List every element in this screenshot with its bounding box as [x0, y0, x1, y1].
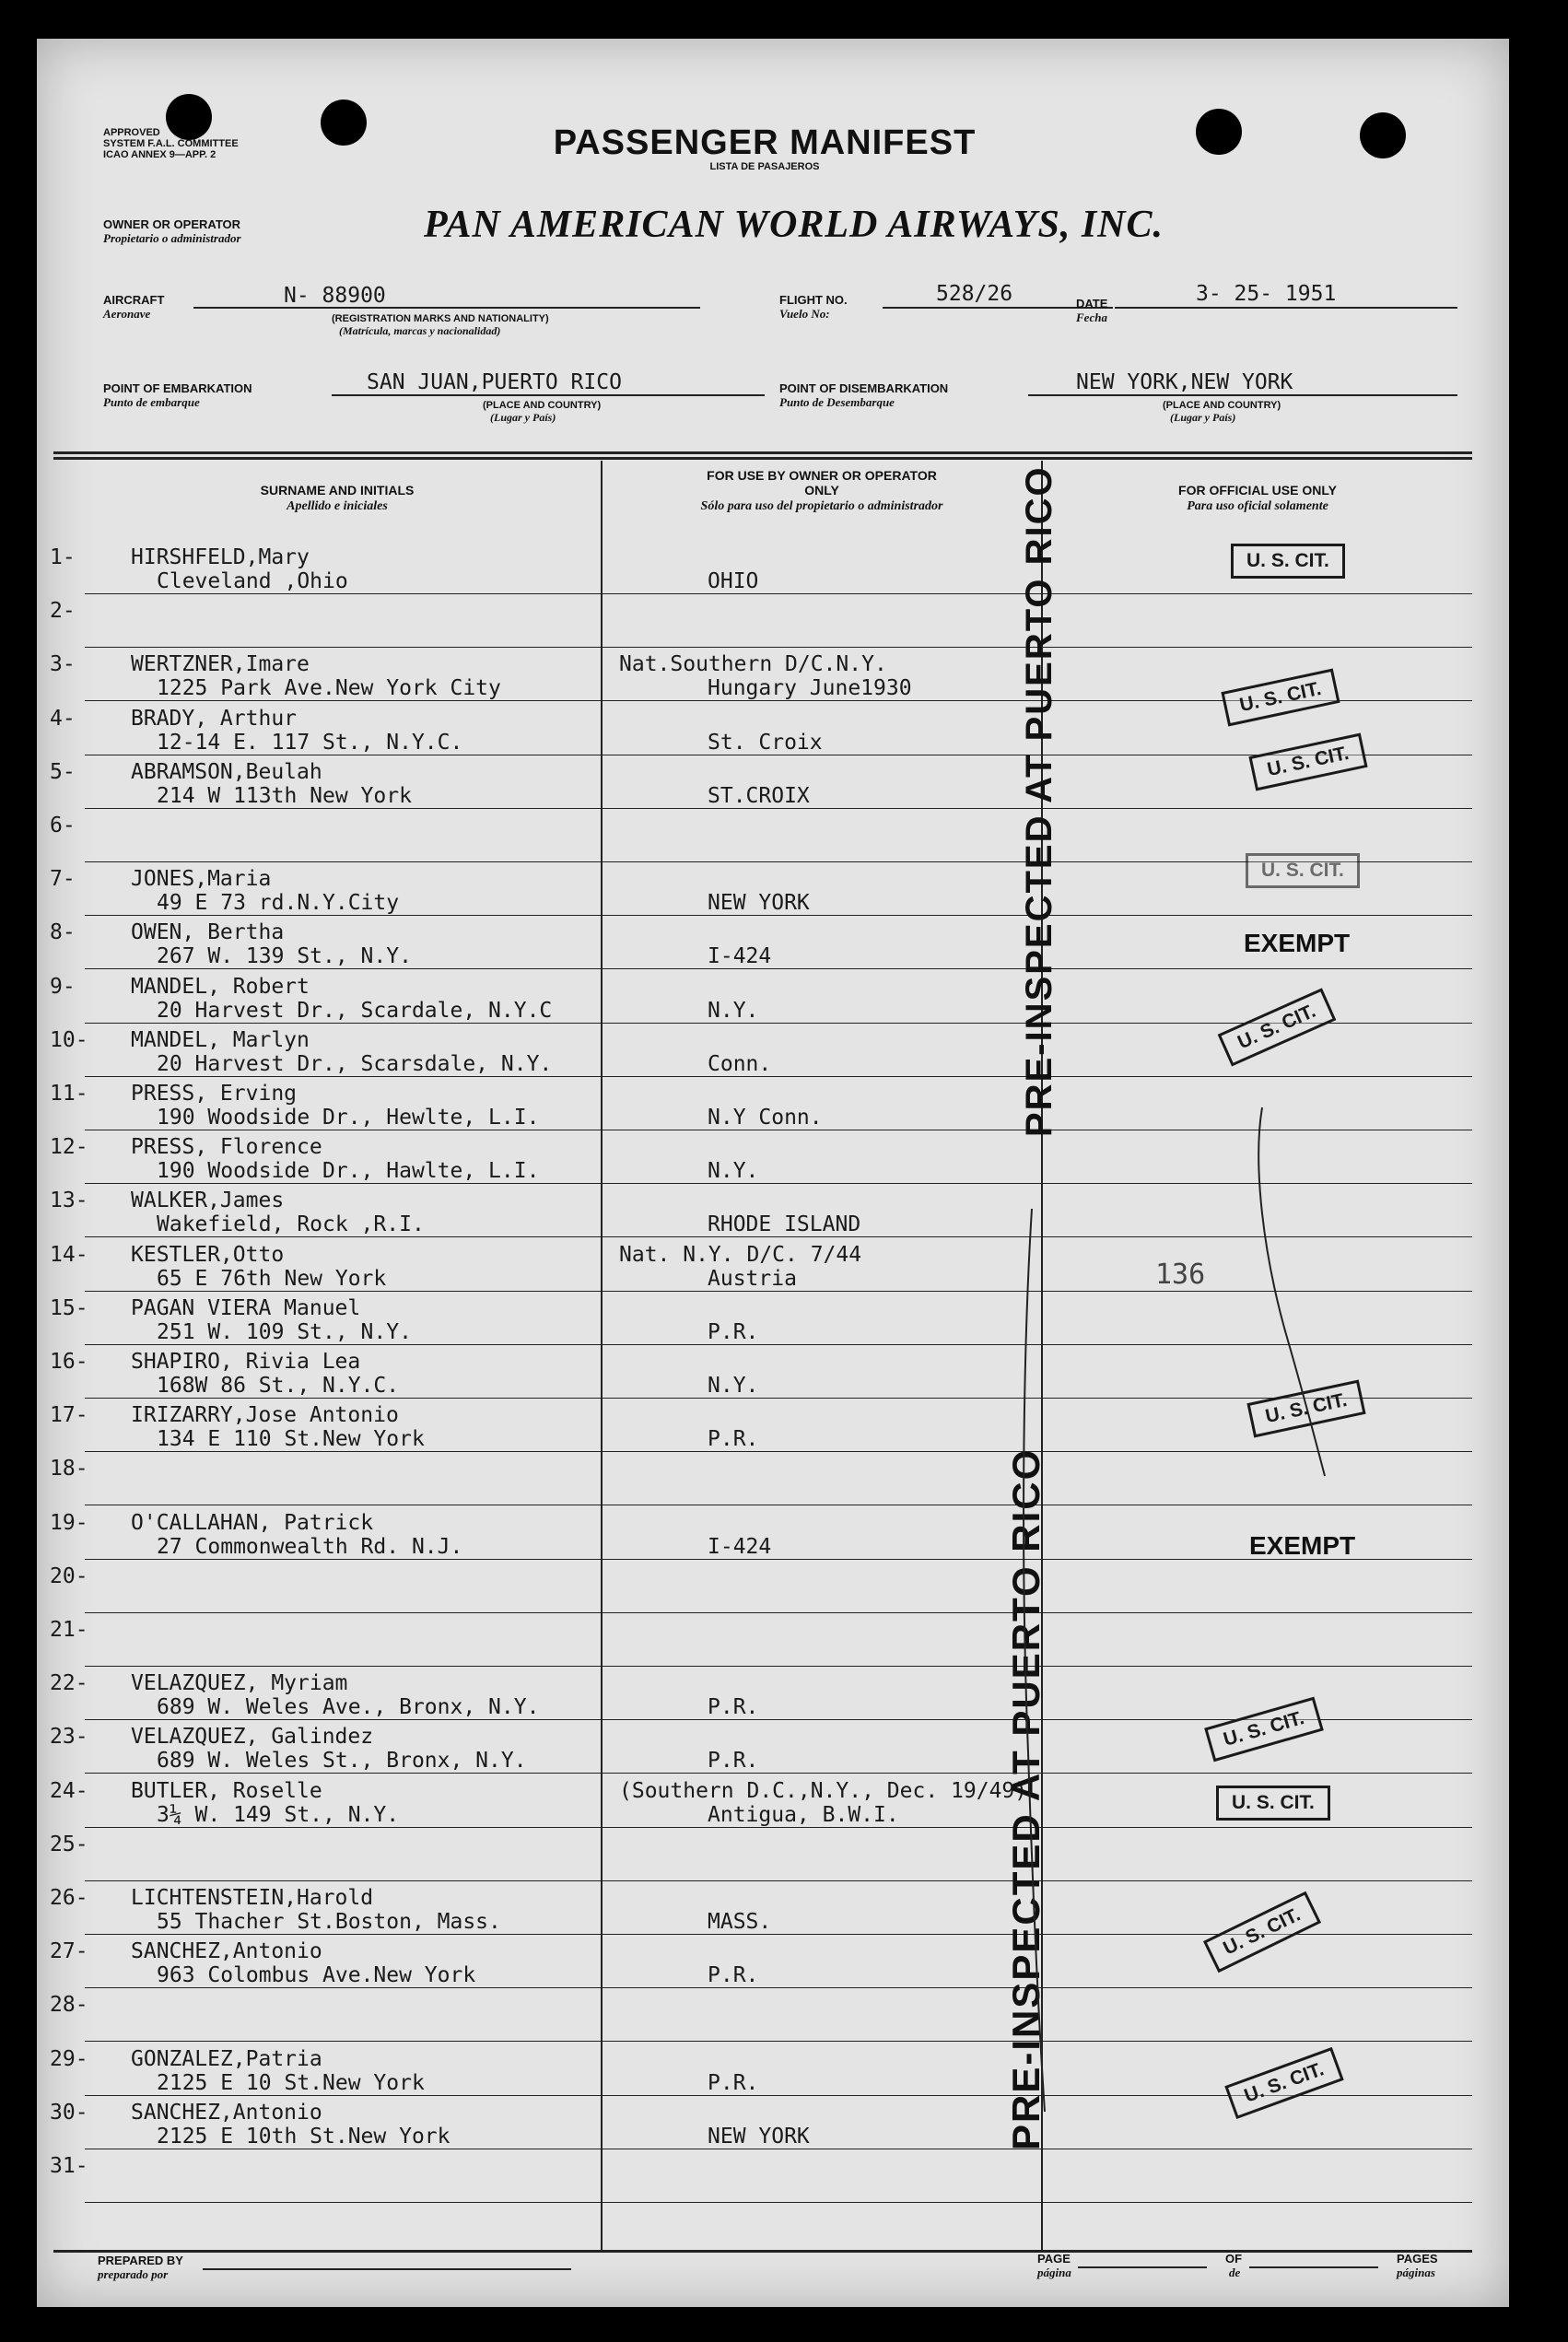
owner-value: PAN AMERICAN WORLD AIRWAYS, INC.: [424, 204, 1164, 246]
row-number: 10-: [50, 1028, 88, 1052]
row-number: 8-: [50, 920, 76, 944]
passenger-address: 689 W. Weles St., Bronx, N.Y.: [157, 1749, 527, 1773]
passenger-address: 190 Woodside Dr., Hewlte, L.I.: [157, 1106, 540, 1130]
prepared-label: PREPARED BY: [98, 2254, 183, 2267]
passenger-address: Cleveland ,Ohio: [157, 569, 348, 593]
footer-rule: [53, 2250, 1472, 2253]
row-number: 25-: [50, 1833, 88, 1856]
row-number: 11-: [50, 1082, 88, 1106]
aircraft-label-es: Aeronave: [103, 307, 151, 321]
manifest-sheet: [37, 39, 1509, 2307]
row-rule: [85, 593, 1472, 594]
operator-note: I-424: [708, 1535, 772, 1559]
row-rule: [85, 808, 1472, 809]
operator-note: N.Y Conn.: [708, 1106, 823, 1130]
passenger-name: BUTLER, Roselle: [131, 1779, 322, 1803]
row-number: 12-: [50, 1135, 88, 1159]
operator-note: OHIO: [708, 569, 759, 593]
table-top-rule: [53, 451, 1472, 454]
preinspected-stamp: PRE-INSPECTED AT PUERTO RICO: [1019, 465, 1059, 1137]
passenger-address: 49 E 73 rd.N.Y.City: [157, 891, 400, 915]
row-number: 4-: [50, 707, 76, 731]
date-value: 3- 25- 1951: [1196, 282, 1337, 306]
us-cit-stamp: U. S. CIT.: [1246, 853, 1360, 888]
date-label-es: Fecha: [1076, 310, 1107, 324]
operator-note: MASS.: [708, 1910, 772, 1934]
row-number: 13-: [50, 1189, 88, 1212]
official-number: 136: [1155, 1259, 1206, 1291]
row-number: 21-: [50, 1618, 88, 1642]
of-line: [1249, 2266, 1378, 2268]
flight-value: 528/26: [936, 282, 1013, 306]
us-cit-stamp: U. S. CIT.: [1248, 733, 1367, 791]
passenger-address: 134 E 110 St.New York: [157, 1427, 425, 1451]
prepared-line: [203, 2268, 571, 2270]
passenger-address: Wakefield, Rock ,R.I.: [157, 1212, 425, 1236]
operator-note: N.Y.: [708, 999, 759, 1023]
exempt-stamp: EXEMPT: [1249, 1531, 1356, 1560]
preinspected-stamp: PRE-INSPECTED AT PUERTO RICO: [1004, 1447, 1047, 2150]
pages-label: PAGES: [1397, 2252, 1438, 2266]
passenger-address: 1225 Park Ave.New York City: [157, 676, 501, 700]
operator-note: N.Y.: [708, 1374, 759, 1398]
row-number: 20-: [50, 1564, 88, 1588]
passenger-name: SANCHEZ,Antonio: [131, 1939, 322, 1963]
operator-note: NEW YORK: [708, 2125, 810, 2149]
of-label-es: de: [1229, 2266, 1241, 2279]
of-label: OF: [1225, 2252, 1243, 2266]
col1-header-es: Apellido e iniciales: [287, 499, 388, 513]
operator-note: RHODE ISLAND: [708, 1212, 861, 1236]
row-rule: [85, 968, 1472, 969]
approved-note: [103, 127, 239, 160]
operator-note: Hungary June1930: [708, 676, 912, 700]
passenger-name: VELAZQUEZ, Galindez: [131, 1725, 374, 1749]
passenger-name: OWEN, Bertha: [131, 920, 285, 944]
us-cit-stamp: U. S. CIT.: [1224, 2047, 1343, 2119]
row-number: 5-: [50, 760, 76, 784]
passenger-name: LICHTENSTEIN,Harold: [131, 1886, 374, 1910]
aircraft-line: [193, 307, 700, 309]
embark-caption: (PLACE AND COUNTRY): [483, 400, 602, 411]
page-label-es: página: [1037, 2266, 1071, 2279]
operator-note: N.Y.: [708, 1159, 759, 1183]
table-top-rule: [53, 457, 1472, 460]
passenger-name: JONES,Maria: [131, 867, 272, 891]
passenger-address: 20 Harvest Dr., Scardale, N.Y.C: [157, 999, 553, 1023]
passenger-address: 65 E 76th New York: [157, 1267, 387, 1291]
passenger-name: SANCHEZ,Antonio: [131, 2101, 322, 2125]
passenger-address: 267 W. 139 St., N.Y.: [157, 944, 412, 968]
operator-note: P.R.: [708, 1749, 759, 1773]
disembark-label-es: Punto de Desembarque: [779, 395, 895, 409]
page-title: PASSENGER MANIFEST: [553, 123, 977, 162]
passenger-address: 214 W 113th New York: [157, 784, 412, 808]
operator-note: (Southern D.C.,N.Y., Dec. 19/49): [619, 1779, 1028, 1803]
passenger-name: PRESS, Erving: [131, 1082, 298, 1106]
aircraft-label: AIRCRAFT: [103, 293, 165, 307]
exempt-stamp: EXEMPT: [1244, 929, 1351, 957]
operator-note: St. Croix: [708, 731, 823, 755]
page-line: [1078, 2266, 1207, 2268]
row-number: 27-: [50, 1939, 88, 1963]
row-number: 24-: [50, 1779, 88, 1803]
row-rule: [85, 647, 1472, 648]
passenger-address: 168W 86 St., N.Y.C.: [157, 1374, 400, 1398]
us-cit-stamp: U. S. CIT.: [1246, 1380, 1365, 1438]
aircraft-value: N- 88900: [284, 284, 386, 308]
row-number: 19-: [50, 1511, 88, 1535]
date-line: [1115, 307, 1457, 309]
passenger-name: GONZALEZ,Patria: [131, 2047, 322, 2071]
disembark-label: POINT OF DISEMBARKATION: [779, 381, 949, 395]
passenger-name: MANDEL, Marlyn: [131, 1028, 310, 1052]
row-number: 18-: [50, 1457, 88, 1481]
disembark-value: NEW YORK,NEW YORK: [1076, 370, 1293, 394]
operator-note: Austria: [708, 1267, 797, 1291]
row-number: 7-: [50, 867, 76, 891]
row-number: 14-: [50, 1243, 88, 1267]
embark-value: SAN JUAN,PUERTO RICO: [367, 370, 622, 394]
punch-hole: [321, 100, 367, 146]
row-number: 3-: [50, 652, 76, 676]
passenger-name: O'CALLAHAN, Patrick: [131, 1511, 374, 1535]
pages-label-es: páginas: [1397, 2266, 1435, 2279]
punch-hole: [1360, 112, 1406, 158]
flight-label-es: Vuelo No:: [779, 307, 830, 321]
us-cit-stamp: U. S. CIT.: [1218, 988, 1337, 1066]
row-number: 15-: [50, 1296, 88, 1320]
page-label: PAGE: [1037, 2252, 1071, 2266]
embark-label-es: Punto de embarque: [103, 395, 200, 409]
embark-line: [332, 394, 765, 396]
passenger-name: HIRSHFELD,Mary: [131, 545, 310, 569]
passenger-address: 190 Woodside Dr., Hawlte, L.I.: [157, 1159, 540, 1183]
handwritten-line: [986, 1052, 1354, 2342]
operator-note: P.R.: [708, 2071, 759, 2095]
operator-note: ST.CROIX: [708, 784, 810, 808]
operator-note: Antigua, B.W.I.: [708, 1803, 899, 1827]
disembark-line: [1028, 394, 1457, 396]
row-number: 22-: [50, 1671, 88, 1695]
operator-note: Conn.: [708, 1052, 772, 1076]
page-subtitle: LISTA DE PASAJEROS: [709, 161, 820, 172]
row-number: 31-: [50, 2154, 88, 2178]
us-cit-stamp: U. S. CIT.: [1231, 544, 1345, 579]
operator-note: P.R.: [708, 1427, 759, 1451]
col2-header-es: Sólo para uso del propietario o administrador: [700, 499, 943, 513]
passenger-address: 2125 E 10th St.New York: [157, 2125, 451, 2149]
passenger-address: 27 Commonwealth Rd. N.J.: [157, 1535, 463, 1559]
passenger-name: KESTLER,Otto: [131, 1243, 285, 1267]
passenger-name: WERTZNER,Imare: [131, 652, 310, 676]
col3-header-es: Para uso oficial solamente: [1187, 499, 1328, 513]
row-number: 30-: [50, 2101, 88, 2125]
date-label: DATE: [1076, 297, 1108, 310]
passenger-address: 251 W. 109 St., N.Y.: [157, 1320, 412, 1344]
aircraft-caption-es: (Matrícula, marcas y nacionalidad): [339, 324, 501, 337]
us-cit-stamp: U. S. CIT.: [1203, 1891, 1321, 1973]
passenger-name: PRESS, Florence: [131, 1135, 322, 1159]
passenger-address: 2125 E 10 St.New York: [157, 2071, 425, 2095]
operator-note: P.R.: [708, 1963, 759, 1987]
aircraft-caption: (REGISTRATION MARKS AND NATIONALITY): [332, 313, 549, 324]
passenger-address: 55 Thacher St.Boston, Mass.: [157, 1910, 501, 1934]
embark-label: POINT OF EMBARKATION: [103, 381, 252, 395]
row-number: 17-: [50, 1403, 88, 1427]
row-number: 2-: [50, 599, 76, 623]
passenger-address: 963 Colombus Ave.New York: [157, 1963, 476, 1987]
passenger-name: MANDEL, Robert: [131, 975, 310, 999]
passenger-name: IRIZARRY,Jose Antonio: [131, 1403, 399, 1427]
passenger-name: ABRAMSON,Beulah: [131, 760, 322, 784]
table-row: [37, 597, 1472, 650]
embark-caption-es: (Lugar y País): [490, 411, 556, 424]
disembark-caption-es: (Lugar y País): [1170, 411, 1236, 424]
row-number: 16-: [50, 1350, 88, 1374]
operator-note: Nat.Southern D/C.N.Y.: [619, 652, 887, 676]
passenger-address: 20 Harvest Dr., Scarsdale, N.Y.: [157, 1052, 553, 1076]
operator-note: P.R.: [708, 1695, 759, 1719]
row-number: 1-: [50, 545, 76, 569]
passenger-address: 689 W. Weles Ave., Bronx, N.Y.: [157, 1695, 540, 1719]
passenger-name: SHAPIRO, Rivia Lea: [131, 1350, 361, 1374]
us-cit-stamp: U. S. CIT.: [1204, 1697, 1324, 1762]
prepared-label-es: preparado por: [98, 2267, 169, 2281]
owner-label: OWNER OR OPERATOR: [103, 217, 241, 231]
approved-line: ICAO ANNEX 9—APP. 2: [103, 149, 216, 160]
passenger-name: PAGAN VIERA Manuel: [131, 1296, 361, 1320]
row-rule: [85, 915, 1472, 916]
punch-hole: [1196, 109, 1242, 155]
owner-label-es: Propietario o administrador: [103, 231, 241, 245]
row-number: 23-: [50, 1725, 88, 1749]
row-number: 9-: [50, 975, 76, 999]
row-number: 29-: [50, 2047, 88, 2071]
row-number: 26-: [50, 1886, 88, 1910]
us-cit-stamp: U. S. CIT.: [1216, 1786, 1330, 1821]
row-number: 6-: [50, 814, 76, 837]
approved-line: APPROVED: [103, 127, 160, 138]
passenger-name: BRADY, Arthur: [131, 707, 298, 731]
passenger-name: WALKER,James: [131, 1189, 285, 1212]
col1-header: SURNAME AND INITIALS: [260, 483, 415, 498]
operator-note: I-424: [708, 944, 772, 968]
operator-note: P.R.: [708, 1320, 759, 1344]
operator-note: NEW YORK: [708, 891, 810, 915]
col2-header: FOR USE BY OWNER OR OPERATOR ONLY: [707, 468, 937, 498]
us-cit-stamp: U. S. CIT.: [1221, 669, 1340, 727]
row-number: 28-: [50, 1993, 88, 2017]
flight-label: FLIGHT NO.: [779, 293, 848, 307]
passenger-address: 12-14 E. 117 St., N.Y.C.: [157, 731, 463, 755]
operator-note: Nat. N.Y. D/C. 7/44: [619, 1243, 862, 1267]
passenger-address: 3¼ W. 149 St., N.Y.: [157, 1803, 400, 1827]
disembark-caption: (PLACE AND COUNTRY): [1163, 400, 1281, 411]
col3-header: FOR OFFICIAL USE ONLY: [1178, 483, 1337, 498]
passenger-name: VELAZQUEZ, Myriam: [131, 1671, 348, 1695]
approved-line: SYSTEM F.A.L. COMMITTEE: [103, 138, 239, 149]
